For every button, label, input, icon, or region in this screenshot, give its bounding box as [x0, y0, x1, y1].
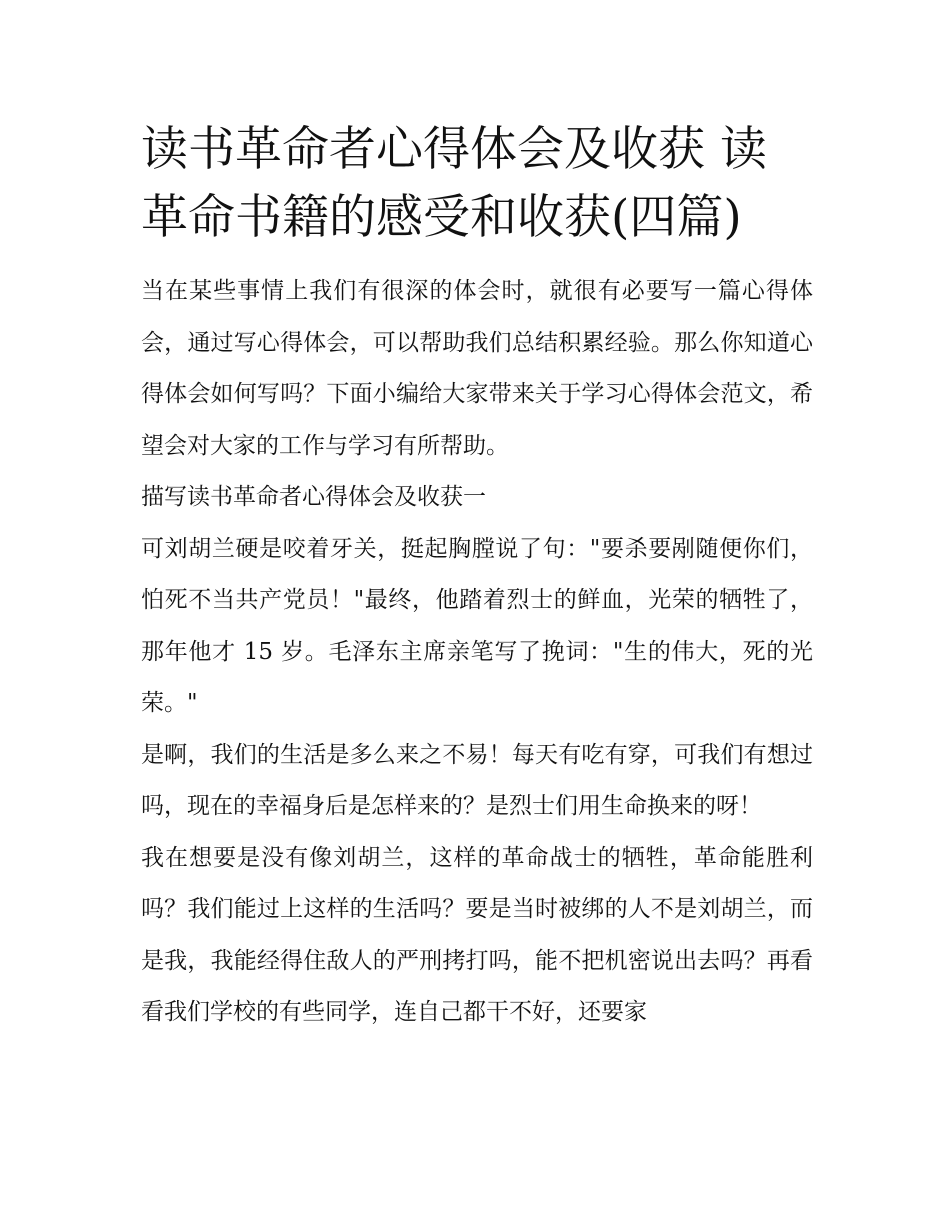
intro-paragraph: 当在某些事情上我们有很深的体会时，就很有必要写一篇心得体会，通过写心得体会，可以帮助我们总结积累经验。那么你知道心得体会如何写吗？下面小编给大家带来关于学习心得体会范文，希望会对大家的工作与学习有所帮助。 [141, 278, 813, 459]
body-paragraph-3: 我在想要是没有像刘胡兰，这样的革命战士的牺牲，革命能胜利吗？我们能过上这样的生活吗？要是当时被绑的人不是刘胡兰，而是我，我能经得住敌人的严刑拷打吗，能不把机密说出去吗？再看看我们学校的有些同学，连自己都干不好，还要家 [141, 844, 813, 1025]
body-paragraph-2: 是啊，我们的生活是多么来之不易！每天有吃有穿，可我们有想过吗，现在的幸福身后是怎样来的？是烈士们用生命换来的呀！ [141, 741, 813, 819]
section-heading: 描写读书革命者心得体会及收获一 [141, 484, 486, 510]
document-page [141, 116, 813, 1039]
document-title: 读书革命者心得体会及收获 读革命书籍的感受和收获(四篇) [141, 122, 767, 245]
body-paragraph-1: 可刘胡兰硬是咬着牙关，挺起胸膛说了句："要杀要剐随便你们，怕死不当共产党员！"最终，他踏着烈士的鲜血，光荣的牺牲了，那年他才 15 岁。毛泽东主席亲笔写了挽词："生的伟大，死的光荣。" [141, 535, 813, 716]
